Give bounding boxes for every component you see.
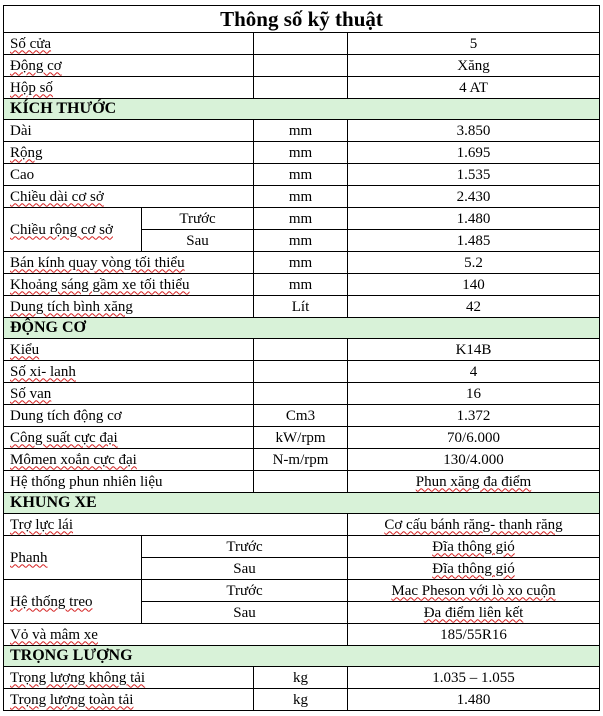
row-label: Vỏ và mâm xe xyxy=(4,624,348,646)
row-value: 1.535 xyxy=(348,164,600,186)
row-sublabel: Trước xyxy=(142,580,348,602)
row-unit xyxy=(254,55,348,77)
row-unit xyxy=(254,383,348,405)
table-row xyxy=(4,427,600,449)
row-value: 1.035 – 1.055 xyxy=(348,667,600,689)
row-value: 140 xyxy=(348,274,600,296)
row-value: 1.485 xyxy=(348,230,600,252)
section-engine xyxy=(4,318,600,339)
table-row xyxy=(4,514,600,536)
row-label: Bán kính quay vòng tối thiểu xyxy=(4,252,254,274)
row-label: Cao xyxy=(4,164,254,186)
table-row xyxy=(4,624,600,646)
section-heading: KHUNG XE xyxy=(4,493,600,514)
row-sublabel: Trước xyxy=(142,536,348,558)
table-row xyxy=(4,208,600,230)
table-row xyxy=(4,55,600,77)
row-value: Xăng xyxy=(348,55,600,77)
spec-table xyxy=(3,5,600,711)
section-heading: KÍCH THƯỚC xyxy=(4,99,600,120)
row-unit: Lít xyxy=(254,296,348,318)
table-row xyxy=(4,296,600,318)
row-unit: Cm3 xyxy=(254,405,348,427)
row-sublabel: Sau xyxy=(142,230,254,252)
section-heading: TRỌNG LƯỢNG xyxy=(4,646,600,667)
table-row xyxy=(4,449,600,471)
table-row xyxy=(4,471,600,493)
row-value: Đĩa thông gió xyxy=(348,558,600,580)
row-unit: mm xyxy=(254,208,348,230)
row-unit xyxy=(254,361,348,383)
row-label: Chiều dài cơ sở xyxy=(4,186,254,208)
row-label: Số van xyxy=(4,383,254,405)
row-label: Hộp số xyxy=(4,77,254,99)
section-chassis xyxy=(4,493,600,514)
row-unit: kW/rpm xyxy=(254,427,348,449)
row-value: 3.850 xyxy=(348,120,600,142)
row-label: Dung tích động cơ xyxy=(4,405,254,427)
table-row xyxy=(4,361,600,383)
table-title: Thông số kỹ thuật xyxy=(4,6,600,33)
row-label: Trợ lực lái xyxy=(4,514,348,536)
row-unit: kg xyxy=(254,667,348,689)
section-heading: ĐỘNG CƠ xyxy=(4,318,600,339)
row-value: Đĩa thông gió xyxy=(348,536,600,558)
row-value: 1.480 xyxy=(348,689,600,711)
row-unit xyxy=(254,77,348,99)
row-value: Cơ cấu bánh răng- thanh răng xyxy=(348,514,600,536)
table-row xyxy=(4,383,600,405)
table-row xyxy=(4,689,600,711)
row-label: Khoảng sáng gầm xe tối thiểu xyxy=(4,274,254,296)
row-unit: mm xyxy=(254,252,348,274)
row-value: 70/6.000 xyxy=(348,427,600,449)
row-unit: mm xyxy=(254,164,348,186)
row-value: 4 xyxy=(348,361,600,383)
row-value: 2.430 xyxy=(348,186,600,208)
row-value: 1.372 xyxy=(348,405,600,427)
row-label: Hệ thống phun nhiên liệu xyxy=(4,471,254,493)
row-value: Mac Pheson với lò xo cuộn xyxy=(348,580,600,602)
section-weight xyxy=(4,646,600,667)
row-value: 130/4.000 xyxy=(348,449,600,471)
row-label: Trọng lượng toàn tải xyxy=(4,689,254,711)
table-row xyxy=(4,33,600,55)
row-label: Mômen xoắn cực đại xyxy=(4,449,254,471)
row-unit xyxy=(254,471,348,493)
section-dimensions xyxy=(4,99,600,120)
row-label: Chiều rộng cơ sở xyxy=(4,208,142,252)
table-row xyxy=(4,667,600,689)
row-unit xyxy=(254,33,348,55)
table-row xyxy=(4,142,600,164)
row-unit: mm xyxy=(254,142,348,164)
row-unit: mm xyxy=(254,274,348,296)
table-row xyxy=(4,536,600,558)
row-label: Số cửa xyxy=(4,33,254,55)
row-label: Dài xyxy=(4,120,254,142)
row-sublabel: Sau xyxy=(142,602,348,624)
table-row xyxy=(4,274,600,296)
table-row xyxy=(4,405,600,427)
row-value: 42 xyxy=(348,296,600,318)
row-value: 16 xyxy=(348,383,600,405)
row-label: Số xi- lanh xyxy=(4,361,254,383)
row-label: Dung tích bình xăng xyxy=(4,296,254,318)
row-label: Kiểu xyxy=(4,339,254,361)
table-row xyxy=(4,580,600,602)
row-value: 1.480 xyxy=(348,208,600,230)
title-row xyxy=(4,6,600,33)
row-value: 4 AT xyxy=(348,77,600,99)
row-sublabel: Trước xyxy=(142,208,254,230)
row-label: Trọng lượng không tải xyxy=(4,667,254,689)
row-unit: mm xyxy=(254,230,348,252)
table-row xyxy=(4,120,600,142)
row-unit: mm xyxy=(254,186,348,208)
row-value: 185/55R16 xyxy=(348,624,600,646)
table-row xyxy=(4,252,600,274)
row-label: Hệ thống treo xyxy=(4,580,142,624)
table-row xyxy=(4,164,600,186)
row-value: 1.695 xyxy=(348,142,600,164)
table-row xyxy=(4,77,600,99)
row-value: Đa điểm liên kết xyxy=(348,602,600,624)
row-label: Động cơ xyxy=(4,55,254,77)
row-value: Phun xăng đa điểm xyxy=(348,471,600,493)
row-unit: N-m/rpm xyxy=(254,449,348,471)
row-value: K14B xyxy=(348,339,600,361)
row-sublabel: Sau xyxy=(142,558,348,580)
row-unit xyxy=(254,339,348,361)
row-value: 5 xyxy=(348,33,600,55)
table-row xyxy=(4,339,600,361)
table-row xyxy=(4,186,600,208)
row-label: Rộng xyxy=(4,142,254,164)
row-label: Phanh xyxy=(4,536,142,580)
row-label: Công suất cực đại xyxy=(4,427,254,449)
row-value: 5.2 xyxy=(348,252,600,274)
row-unit: mm xyxy=(254,120,348,142)
row-unit: kg xyxy=(254,689,348,711)
